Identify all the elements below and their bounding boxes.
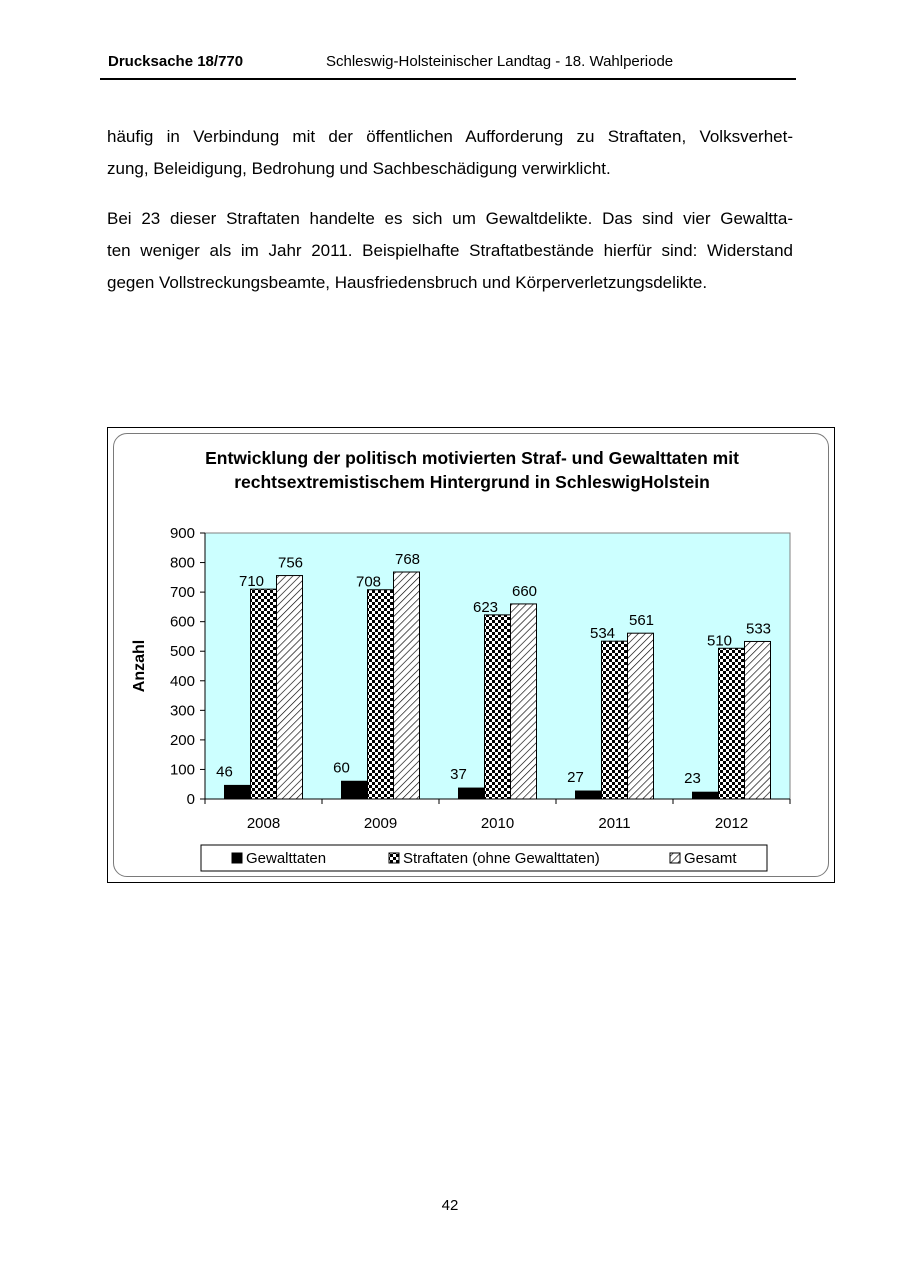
data-label: 710 xyxy=(238,573,265,591)
chart-title-line: Entwicklung der politisch motivierten Straf- und Gewalttaten mit xyxy=(205,448,739,468)
y-tick-label: 600 xyxy=(169,613,195,631)
bar xyxy=(394,572,420,799)
bar xyxy=(628,633,654,799)
data-label: 23 xyxy=(684,770,701,788)
page-header xyxy=(100,52,796,80)
y-tick-label: 200 xyxy=(169,731,195,749)
bar xyxy=(225,785,251,799)
bar xyxy=(342,781,368,799)
page-number: 42 xyxy=(441,1197,459,1214)
bar xyxy=(693,792,719,799)
paragraph-line: ten weniger als im Jahr 2011. Beispielhafte Straftatbestände hierfür sind: Widerstand xyxy=(107,241,793,260)
bar xyxy=(251,589,277,799)
data-label: 708 xyxy=(355,573,382,591)
y-axis-label: Anzahl xyxy=(131,639,148,693)
legend-swatch xyxy=(232,853,242,863)
bar-chart xyxy=(108,428,836,884)
y-tick-label: 0 xyxy=(186,791,195,808)
paragraph-line: gegen Vollstreckungsbeamte, Hausfriedensbruch und Körperverletzungsdelikte. xyxy=(107,273,708,292)
data-label: 756 xyxy=(277,554,304,572)
bar xyxy=(576,791,602,799)
data-label: 27 xyxy=(567,769,584,787)
bar xyxy=(368,590,394,799)
y-tick-label: 100 xyxy=(169,761,195,779)
paragraph-line: zung, Beleidigung, Bedrohung und Sachbeschädigung verwirklicht. xyxy=(107,159,611,178)
bar xyxy=(602,641,628,799)
bar xyxy=(511,604,537,799)
y-tick-label: 300 xyxy=(169,702,195,720)
bar xyxy=(277,576,303,799)
data-label: 37 xyxy=(450,766,467,784)
x-tick-label: 2012 xyxy=(714,815,749,832)
legend-label: Gewalttaten xyxy=(246,850,327,867)
data-label: 534 xyxy=(589,625,616,643)
bar xyxy=(485,615,511,799)
legend-label: Gesamt xyxy=(684,850,737,867)
x-tick-label: 2010 xyxy=(480,815,515,832)
data-label: 46 xyxy=(216,763,233,781)
y-tick-label: 700 xyxy=(169,584,195,602)
x-tick-label: 2008 xyxy=(246,815,281,832)
chart-frame xyxy=(107,427,835,883)
x-tick-label: 2009 xyxy=(363,815,398,832)
chart-title-line: rechtsextremistischem Hintergrund in SchleswigHolstein xyxy=(234,472,710,492)
legend-label: Straftaten (ohne Gewalttaten) xyxy=(403,850,600,867)
x-tick-label: 2011 xyxy=(598,815,631,832)
data-label: 768 xyxy=(394,551,421,569)
data-label: 561 xyxy=(628,612,655,630)
y-tick-label: 400 xyxy=(169,672,195,690)
y-tick-label: 900 xyxy=(169,525,195,542)
data-label: 533 xyxy=(745,620,772,638)
bar xyxy=(459,788,485,799)
paragraph-1 xyxy=(107,121,793,185)
parliament-title: Schleswig-Holsteinischer Landtag - 18. Wahlperiode xyxy=(326,53,674,70)
bar xyxy=(719,648,745,799)
data-label: 623 xyxy=(472,598,499,616)
data-label: 510 xyxy=(706,632,733,650)
document-reference: Drucksache 18/770 xyxy=(108,53,244,70)
paragraph-line: Bei 23 dieser Straftaten handelte es sich um Gewaltdelikte. Das sind vier Gewaltta- xyxy=(107,209,793,228)
data-label: 660 xyxy=(511,582,538,600)
legend-swatch xyxy=(670,853,680,863)
paragraph-line: häufig in Verbindung mit der öffentlichen Aufforderung zu Straftaten, Volksverhet- xyxy=(107,127,793,146)
paragraph-2 xyxy=(107,203,793,299)
bar xyxy=(745,641,771,799)
y-tick-label: 800 xyxy=(169,554,195,572)
legend-swatch xyxy=(389,853,399,863)
y-tick-label: 500 xyxy=(169,643,195,661)
data-label: 60 xyxy=(333,759,350,777)
